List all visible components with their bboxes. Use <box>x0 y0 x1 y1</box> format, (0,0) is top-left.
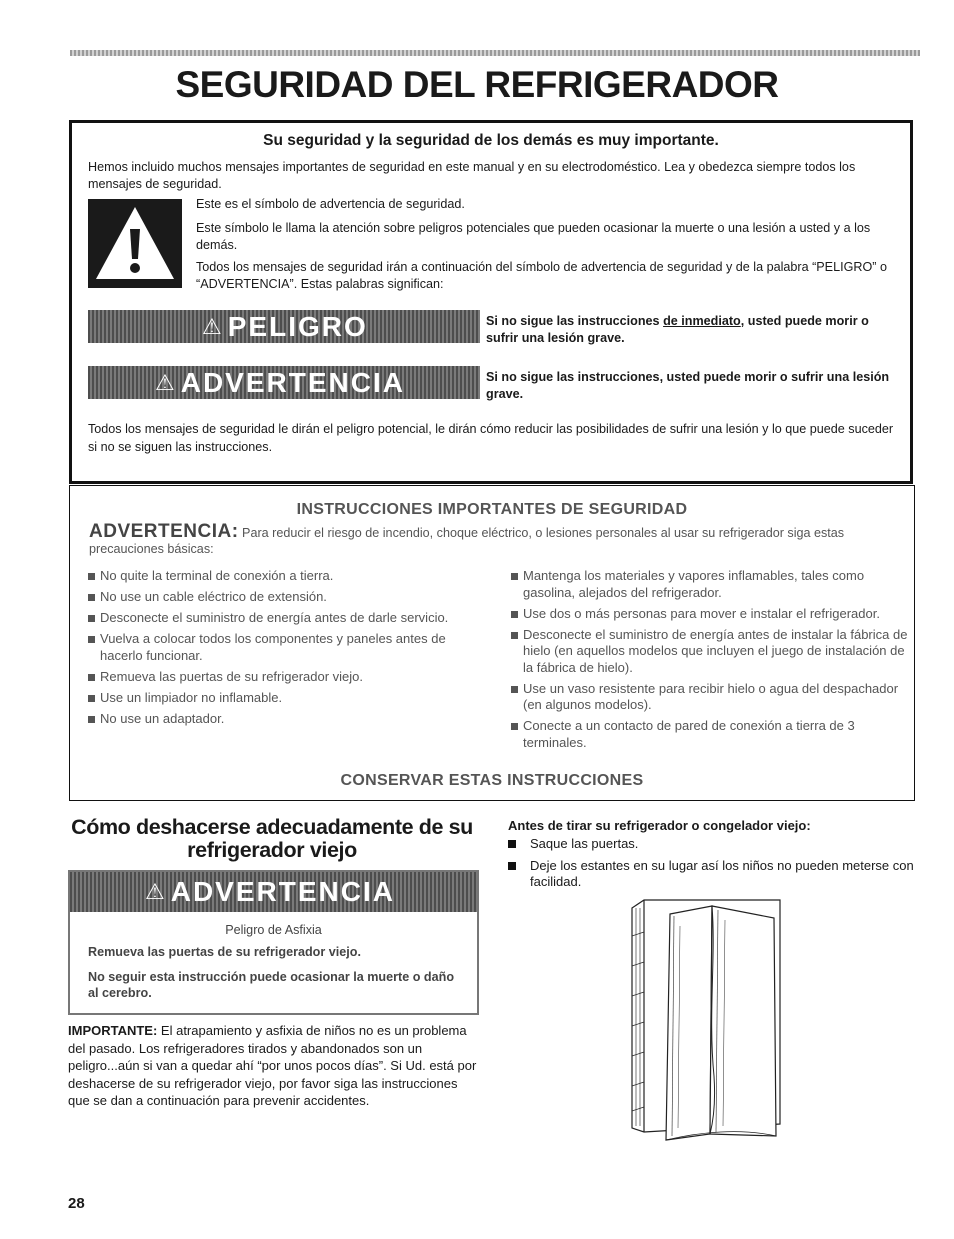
symbol-paragraph: Todos los mensajes de seguridad irán a continuación del símbolo de advertencia de seguridad y de la palabra “PELIGRO” o “ADVERTENCIA”. Estas palabras significan: <box>196 260 887 291</box>
safety-box-intro: Hemos incluido muchos mensajes importantes de seguridad en este manual y en su electrodoméstico. Lea y obedezca siempre todos los mensajes de seguridad. <box>88 160 856 191</box>
symbol-paragraph: Este es el símbolo de advertencia de seguridad. <box>196 197 465 211</box>
peligro-desc-part: , usted puede morir o sufrir una lesión grave. <box>486 314 869 345</box>
list-item: Use un vaso resistente para recibir hielo o agua del despachador (en algunos modelos). <box>511 681 909 714</box>
warning-triangle-icon <box>88 199 182 288</box>
instructions-footer: CONSERVAR ESTAS INSTRUCCIONES <box>340 772 644 789</box>
warning-line: No seguir esta instrucción puede ocasionar la muerte o daño al cerebro. <box>88 970 455 1000</box>
peligro-label: PELIGRO <box>227 310 368 342</box>
page-title: SEGURIDAD DEL REFRIGERADOR <box>175 64 779 105</box>
list-item: Conecte a un contacto de pared de conexión a tierra de 3 terminales. <box>511 718 909 751</box>
list-item: No use un cable eléctrico de extensión. <box>88 589 488 606</box>
list-item: Vuelva a colocar todos los componentes y paneles antes de hacerlo funcionar. <box>88 631 488 664</box>
list-item: Use dos o más personas para mover e instalar el refrigerador. <box>511 606 909 623</box>
before-disposal-heading: Antes de tirar su refrigerador o congelador viejo: <box>508 818 811 833</box>
importante-text: El atrapamiento y asfixia de niños no es un problema del pasado. Los refrigeradores tirados y abandonados son un peligro...aún si van a quedar ahí “por unos pocos días”. Si Ud. está por deshacerse de su refrigerador viejo, por favor siga las instrucciones que se dan a continuación para prevenir accidentes. <box>68 1023 477 1108</box>
warning-triangle-icon: ⚠ <box>155 369 177 395</box>
list-item: Desconecte el suministro de energía antes de instalar la fábrica de hielo (en aquellos modelos que incluyen el juego de instalación de la fábrica de hielo). <box>511 627 909 677</box>
list-item: Saque las puertas. <box>508 836 918 853</box>
advertencia-banner <box>88 366 480 399</box>
warning-line: Remueva las puertas de su refrigerador viejo. <box>88 945 361 959</box>
peligro-description <box>486 313 898 346</box>
list-item: Mantenga los materiales y vapores inflamables, tales como gasolina, alejados del refrigerador. <box>511 568 909 601</box>
suffocation-warning-box <box>68 870 479 1015</box>
warning-label: ADVERTENCIA: <box>89 521 239 542</box>
peligro-desc-part: Si no sigue las instrucciones <box>486 314 664 328</box>
importante-paragraph <box>68 1022 480 1110</box>
important-instructions-box <box>69 485 915 801</box>
list-item: No use un adaptador. <box>88 711 488 728</box>
safety-box-heading: Su seguridad y la seguridad de los demás es muy importante. <box>263 132 719 149</box>
symbol-paragraph: Este símbolo le llama la atención sobre peligros potenciales que pueden ocasionar la muerte o una lesión a usted y a los demás. <box>196 221 871 252</box>
refrigerator-doors-removed-illustration <box>630 896 798 1141</box>
page-number: 28 <box>68 1195 85 1212</box>
list-item: Use un limpiador no inflamable. <box>88 690 488 707</box>
advertencia-label: ADVERTENCIA <box>180 366 405 398</box>
list-item: Deje los estantes en su lugar así los niños no pueden meterse con facilidad. <box>508 858 918 891</box>
instructions-list-left <box>88 568 488 732</box>
before-disposal-list <box>508 836 918 896</box>
list-item: Remueva las puertas de su refrigerador viejo. <box>88 669 488 686</box>
safety-box-footer: Todos los mensajes de seguridad le dirán el peligro potencial, le dirán cómo reducir las posibilidades de sufrir una lesión y lo que puede suceder si no se siguen las instrucciones. <box>88 422 894 454</box>
importante-label: IMPORTANTE: <box>68 1023 158 1038</box>
instructions-list-right <box>511 568 909 756</box>
warning-triangle-icon: ⚠ <box>202 313 224 339</box>
advertencia-banner <box>70 872 477 912</box>
warning-text: Para reducir el riesgo de incendio, choque eléctrico, o lesiones personales al usar su refrigerador siga estas precauciones básicas: <box>89 526 845 556</box>
disposal-title <box>62 816 482 862</box>
advertencia-description: Si no sigue las instrucciones, usted puede morir o sufrir una lesión grave. <box>486 370 890 401</box>
safety-importance-box <box>69 120 913 484</box>
instructions-heading: INSTRUCCIONES IMPORTANTES DE SEGURIDAD <box>296 501 688 518</box>
disposal-title-line: Cómo deshacerse adecuadamente de su <box>71 815 473 839</box>
warning-triangle-icon: ⚠ <box>145 879 167 904</box>
list-item: No quite la terminal de conexión a tierra. <box>88 568 488 585</box>
peligro-banner <box>88 310 480 343</box>
disposal-title-line: refrigerador viejo <box>187 838 357 862</box>
warning-subtitle: Peligro de Asfixia <box>225 923 322 937</box>
instructions-warning <box>89 521 889 557</box>
peligro-desc-emphasis: de inmediato <box>663 314 741 328</box>
list-item: Desconecte el suministro de energía antes de darle servicio. <box>88 610 488 627</box>
top-divider <box>70 50 920 56</box>
advertencia-label: ADVERTENCIA <box>170 876 395 907</box>
